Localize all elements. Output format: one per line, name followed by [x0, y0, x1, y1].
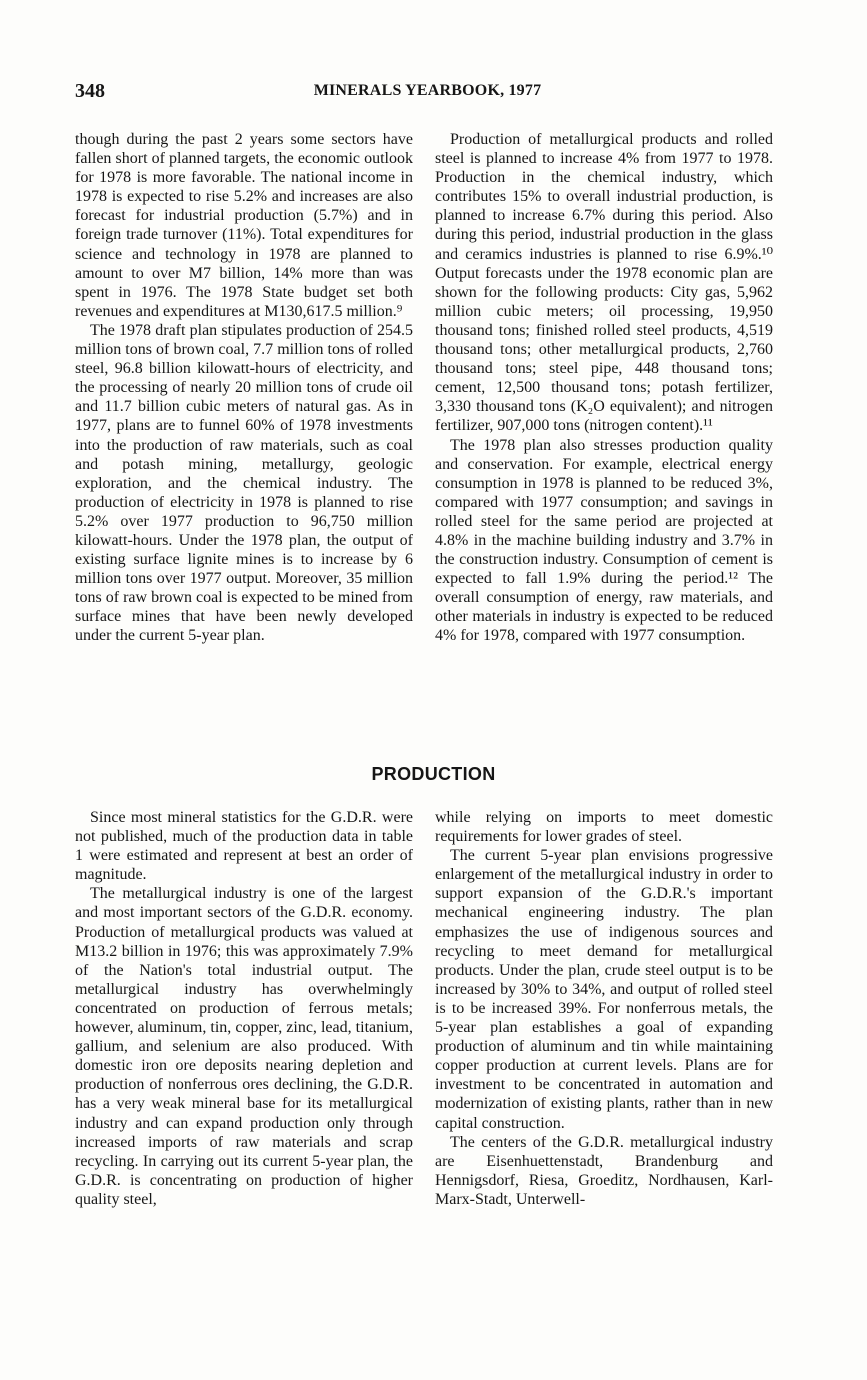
top-left-column [75, 130, 413, 646]
page-header [75, 80, 780, 104]
bottom-left-column [75, 808, 413, 1209]
running-title: MINERALS YEARBOOK, 1977 [313, 82, 542, 99]
paragraph: Since most mineral statistics for the G.D.R. were not published, much of the production data in table 1 were estimated and represent at best an order of magnitude. [75, 809, 413, 884]
paragraph: The current 5-year plan envisions progressive enlargement of the metallurgical industry in order to support expansion of the G.D.R.'s important mechanical engineering industry. The plan emphasizes the use of indigenous sources and recycling to meet demand for metallurgical products. Under the plan, crude steel output is to be increased by 30% to 34%, and output of rolled steel is to be increased 39%. For nonferrous metals, the 5-year plan establishes a goal of expanding production of aluminum and tin while maintaining copper production at current levels. Plans are for investment to be concentrated in automation and modernization of existing plants, rather than in new capital construction. [435, 847, 773, 1132]
top-right-column [435, 130, 773, 646]
paragraph: The metallurgical industry is one of the largest and most important sectors of the G.D.R. economy. Production of metallurgical products was valued at M13.2 billion in 1976; this was approximately 7.9% of the Nation's total industrial output. The metallurgical industry has overwhelmingly concentrated on production of ferrous metals; however, aluminum, tin, copper, zinc, lead, titanium, gallium, and selenium are also produced. With domestic iron ore deposits nearing depletion and production of nonferrous ores declining, the G.D.R. has a very weak mineral base for its metallurgical industry and can expand production only through increased imports of raw materials and scrap recycling. In carrying out its current 5-year plan, the G.D.R. is concentrating on production of higher quality steel, [75, 885, 413, 1208]
section-heading: PRODUCTION [371, 764, 496, 784]
paragraph: The 1978 draft plan stipulates production of 254.5 million tons of brown coal, 7.7 million tons of rolled steel, 96.8 billion kilowatt-hours of electricity, and the processing of nearly 20 million tons of crude oil and 11.7 billion cubic meters of natural gas. As in 1977, plans are to funnel 60% of 1978 investments into the production of raw materials, such as coal and potash mining, metallurgy, geologic exploration, and the chemical industry. The production of electricity in 1978 is planned to rise 5.2% over 1977 production to 96,750 million kilowatt-hours. Under the 1978 plan, the output of existing surface lignite mines is to increase by 6 million tons over 1977 output. Moreover, 35 million tons of raw brown coal is expected to be mined from surface mines that have been newly developed under the current 5-year plan. [75, 321, 413, 645]
paragraph: Production of metallurgical products and rolled steel is planned to increase 4% from 1977 to 1978. Production in the chemical industry, which contributes 15% to overall industrial production, is planned to increase 6.7% during this period. Also during this period, industrial production in the glass and ceramics industries is planned to rise 6.9%.¹⁰ Output forecasts under the 1978 economic plan are shown for the following products: City gas, 5,962 million cubic meters; oil processing, 19,950 thousand tons; finished rolled steel products, 4,519 thousand tons; other metallurgical products, 2,760 thousand tons; steel pipe, 448 thousand tons; cement, 12,500 thousand tons; potash fertilizer, 3,330 thousand tons (K₂O equivalent); and nitrogen fertilizer, 907,000 tons (nitrogen content).¹¹ [435, 131, 773, 435]
paragraph: though during the past 2 years some sectors have fallen short of planned targets, the economic outlook for 1978 is more favorable. The national income in 1978 is expected to rise 5.2% and increases are also forecast for industrial production (5.7%) and in foreign trade turnover (11%). Total expenditures for science and technology in 1978 are planned to amount to over M7 billion, 14% more than was spent in 1976. The 1978 State budget set both revenues and expenditures at M130,617.5 million.⁹ [75, 131, 413, 320]
paragraph: The 1978 plan also stresses production quality and conservation. For example, electrical energy consumption in 1978 is planned to be reduced 3%, compared with 1977 consumption; and savings in rolled steel for the same period are projected at 4.8% in the machine building industry and 3.7% in the construction industry. Consumption of cement is expected to fall 1.9% during the period.¹² The overall consumption of energy, raw materials, and other materials in industry is expected to be reduced 4% for 1978, compared with 1977 consumption. [435, 436, 773, 645]
paragraph: The centers of the G.D.R. metallurgical industry are Eisenhuettenstadt, Brandenburg and Hennigsdorf, Riesa, Groeditz, Nordhausen, Karl-Marx-Stadt, Unterwell- [435, 1133, 773, 1208]
bottom-right-column [435, 808, 773, 1209]
paragraph: while relying on imports to meet domestic requirements for lower grades of steel. [435, 809, 773, 846]
page-number: 348 [75, 80, 105, 102]
